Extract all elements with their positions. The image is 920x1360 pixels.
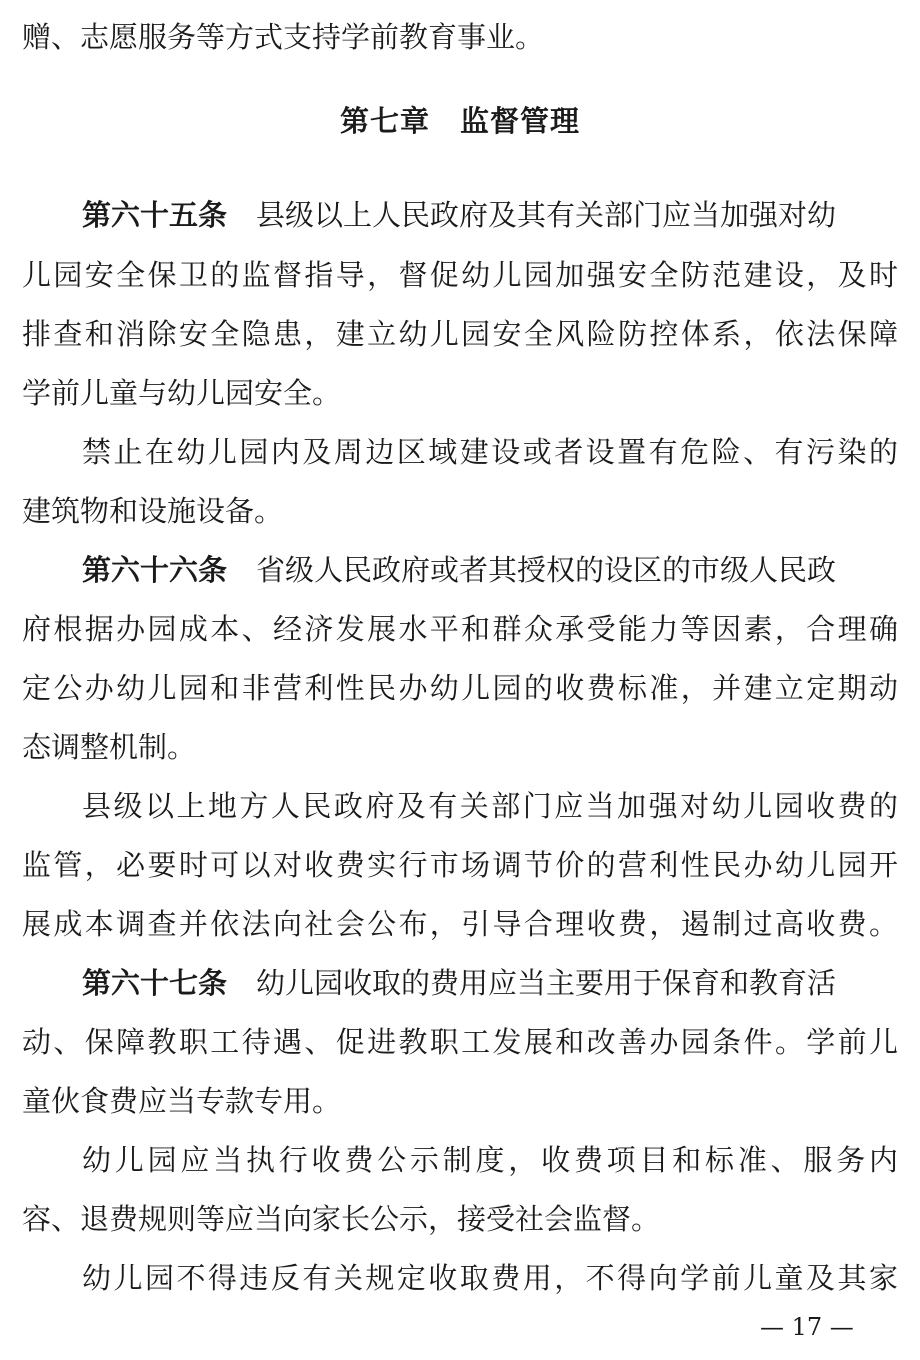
article-label: 第六十六条 (82, 553, 228, 587)
paragraph-line: 赠、志愿服务等方式支持学前教育事业。 (22, 20, 545, 54)
chapter-number: 第七章 (339, 104, 430, 138)
paragraph-line: 学前儿童与幼儿园安全。 (22, 376, 342, 410)
paragraph-line: 禁止在幼儿园内及周边区域建设或者设置有危险、有污染的 (82, 435, 898, 469)
paragraph-line: 儿园安全保卫的监督指导，督促幼儿园加强安全防范建设，及时 (22, 258, 898, 292)
paragraph-line: 定公办幼儿园和非营利性民办幼儿园的收费标准，并建立定期动 (22, 671, 898, 705)
paragraph-line: 建筑物和设施设备。 (22, 494, 284, 528)
article-text: 省级人民政府或者其授权的设区的市级人民政 (256, 553, 837, 587)
paragraph-line: 展成本调查并依法向社会公布，引导合理收费，遏制过高收费。 (22, 907, 898, 941)
paragraph-line: 态调整机制。 (22, 730, 197, 764)
paragraph-line: 幼儿园不得违反有关规定收取费用，不得向学前儿童及其家 (82, 1261, 898, 1295)
paragraph-line: 童伙食费应当专款专用。 (22, 1084, 342, 1118)
paragraph-line: 幼儿园应当执行收费公示制度，收费项目和标准、服务内 (82, 1143, 898, 1177)
paragraph-line: 县级以上地方人民政府及有关部门应当加强对幼儿园收费的 (82, 789, 898, 823)
paragraph-line: 动、保障教职工待遇、促进教职工发展和改善办园条件。学前儿 (22, 1025, 898, 1059)
paragraph-line: 监管，必要时可以对收费实行市场调节价的营利性民办幼儿园开 (22, 848, 898, 882)
page-number: — 17 — (760, 1313, 854, 1341)
article-label: 第六十七条 (82, 966, 228, 1000)
article-66-first-line (82, 550, 898, 590)
chapter-heading (0, 101, 920, 141)
article-67-first-line (82, 963, 898, 1003)
article-text: 幼儿园收取的费用应当主要用于保育和教育活 (256, 966, 837, 1000)
article-65-first-line (82, 195, 898, 235)
paragraph-line: 容、退费规则等应当向家长公示，接受社会监督。 (22, 1202, 661, 1236)
article-text: 县级以上人民政府及其有关部门应当加强对幼 (256, 198, 837, 232)
paragraph-line: 排查和消除安全隐患，建立幼儿园安全风险防控体系，依法保障 (22, 317, 898, 351)
article-label: 第六十五条 (82, 198, 228, 232)
chapter-title: 监督管理 (460, 104, 581, 138)
paragraph-line: 府根据办园成本、经济发展水平和群众承受能力等因素，合理确 (22, 612, 898, 646)
